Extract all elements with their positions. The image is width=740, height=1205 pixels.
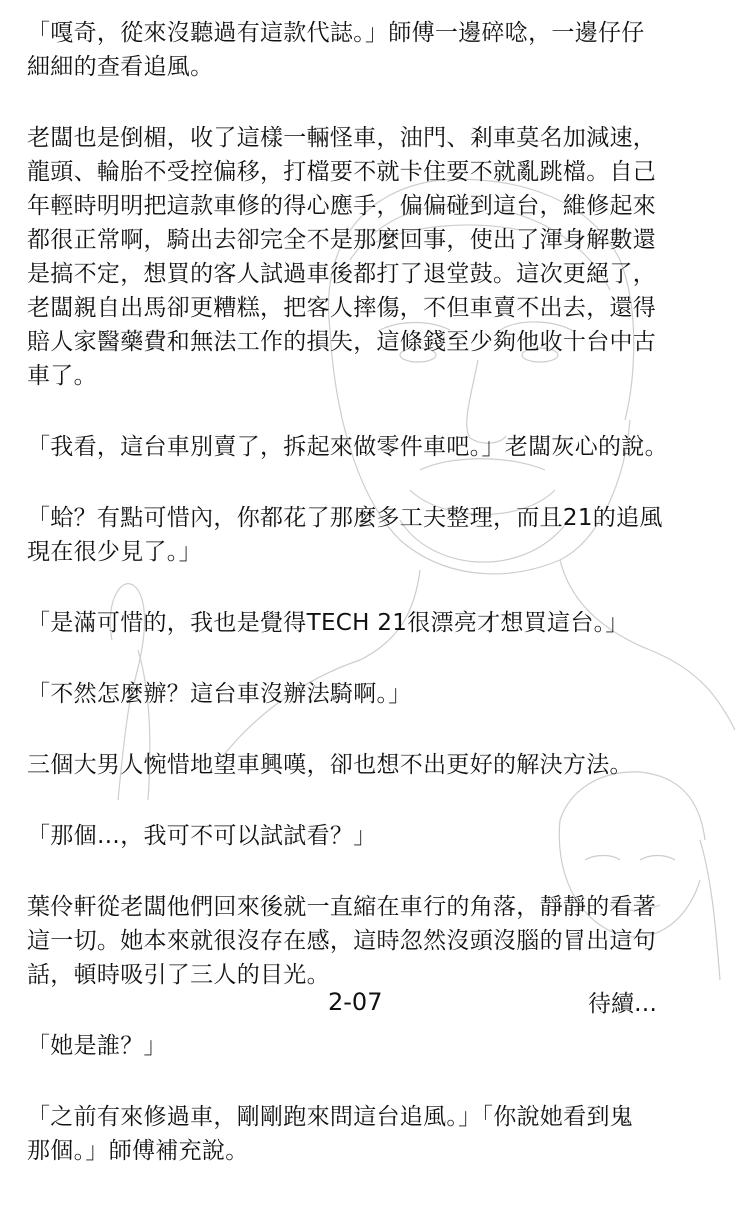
paragraph-2 — [27, 121, 727, 393]
paragraph-1 — [27, 16, 727, 84]
page-number: 2-07 — [328, 988, 383, 1016]
paragraph-7 — [27, 748, 727, 782]
text-line: 細細的查看追風。 — [27, 54, 214, 80]
text-line: 葉伶軒從老闆他們回來後就一直縮在車行的角落，靜靜的看著 — [27, 894, 657, 920]
text-line: 龍頭、輪胎不受控偏移，打檔要不就卡住要不就亂跳檔。自己 — [27, 159, 657, 185]
text-line: 是搞不定，想買的客人試過車後都打了退堂鼓。這次更絕了， — [27, 261, 657, 287]
paragraph-11 — [27, 1100, 727, 1168]
text-line: 老闆親自出馬卻更糟糕，把客人摔傷，不但車賣不出去，還得 — [27, 295, 657, 321]
paragraph-5 — [27, 606, 727, 640]
text-line: 「蛤？有點可惜內，你都花了那麼多工夫整理，而且21的追風 — [27, 505, 663, 531]
text-line: 都很正常啊，騎出去卻完全不是那麼回事，使出了渾身解數還 — [27, 227, 657, 253]
text-line: 「她是誰？」 — [27, 1033, 167, 1059]
paragraph-6 — [27, 677, 727, 711]
text-line: 這一切。她本來就很沒存在感，這時忽然沒頭沒腦的冒出這句 — [27, 928, 657, 954]
text-line: 話，頓時吸引了三人的目光。 — [27, 962, 330, 988]
text-line: 「是滿可惜的，我也是覺得TECH 21很漂亮才想買這台。」 — [27, 610, 629, 636]
paragraph-3 — [27, 430, 727, 464]
paragraph-9 — [27, 890, 727, 992]
text-line: 賠人家醫藥費和無法工作的損失，這條錢至少夠他收十台中古 — [27, 329, 657, 355]
text-line: 那個。」師傅補充說。 — [27, 1138, 249, 1164]
paragraph-8 — [27, 819, 727, 853]
to-be-continued: 待續… — [588, 991, 657, 1017]
text-line: 老闆也是倒楣，收了這樣一輛怪車，油門、剎車莫名加減速， — [27, 125, 657, 151]
text-line: 現在很少見了。」 — [27, 539, 202, 565]
story-text — [27, 16, 727, 1205]
paragraph-10 — [27, 1029, 727, 1063]
paragraph-4 — [27, 501, 727, 569]
text-line: 三個大男人惋惜地望車興嘆，卻也想不出更好的解決方法。 — [27, 752, 633, 778]
text-line: 「那個…，我可不可以試試看？」 — [27, 823, 377, 849]
text-line: 「嘎奇，從來沒聽過有這款代誌。」師傅一邊碎唸，一邊仔仔 — [27, 20, 645, 46]
text-line: 年輕時明明把這款車修的得心應手，偏偏碰到這台，維修起來 — [27, 193, 657, 219]
text-line: 「之前有來修過車，剛剛跑來問這台追風。」「你說她看到鬼 — [27, 1104, 634, 1130]
text-line: 車了。 — [27, 363, 97, 389]
text-line: 「不然怎麼辦？這台車沒辦法騎啊。」 — [27, 681, 412, 707]
text-line: 「我看，這台車別賣了，拆起來做零件車吧。」老闆灰心的說。 — [27, 434, 668, 460]
